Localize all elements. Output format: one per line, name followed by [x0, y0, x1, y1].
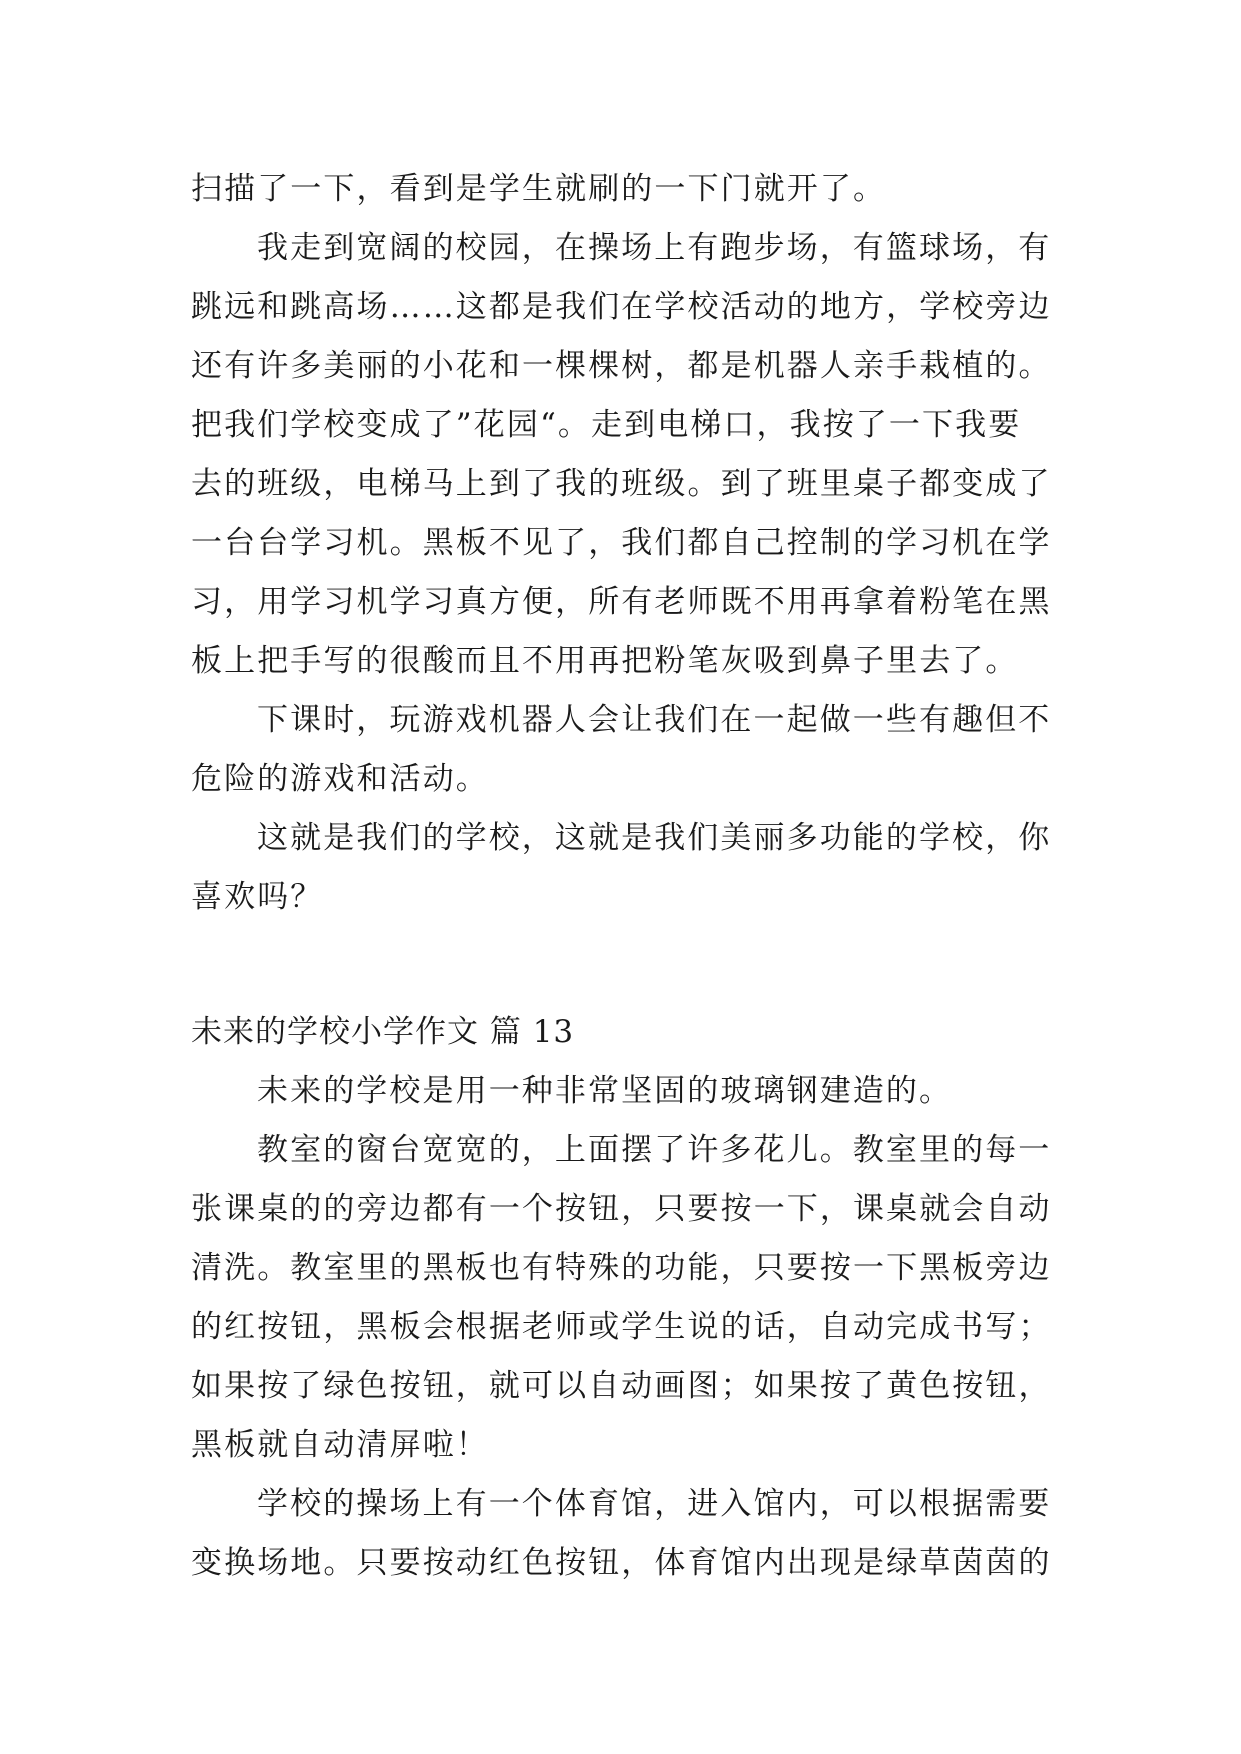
text-line: 扫描了一下，看到是学生就刷的一下门就开了。: [191, 171, 887, 207]
section-gap: [191, 927, 1051, 1003]
text-line: 把我们学校变成了”花园“。走到电梯口，我按了一下我要: [191, 407, 1022, 443]
text-line: 习，用学习机学习真方便，所有老师既不用再拿着粉笔在黑: [191, 584, 1052, 620]
text-line: 还有许多美丽的小花和一棵棵树，都是机器人亲手栽植的。: [191, 348, 1052, 384]
text-line: 去的班级，电梯马上到了我的班级。到了班里桌子都变成了: [191, 466, 1052, 502]
text-line: 变换场地。只要按动红色按钮，体育馆内出现是绿草茵茵的: [191, 1545, 1052, 1581]
paragraph-start: 这就是我们的学校，这就是我们美丽多功能的学校，你: [257, 820, 1052, 856]
section-heading: 未来的学校小学作文 篇 13: [191, 1014, 575, 1050]
paragraph-start: 学校的操场上有一个体育馆，进入馆内，可以根据需要: [257, 1486, 1052, 1522]
text-line: 黑板就自动清屏啦！: [191, 1427, 489, 1463]
paragraph-start: 未来的学校是用一种非常坚固的玻璃钢建造的。: [257, 1073, 953, 1109]
text-line: 喜欢吗？: [191, 879, 324, 915]
paragraph-start: 教室的窗台宽宽的，上面摆了许多花儿。教室里的每一: [257, 1132, 1052, 1168]
document-page: [191, 160, 1051, 1593]
text-line: 的红按钮，黑板会根据老师或学生说的话，自动完成书写；: [191, 1309, 1052, 1345]
text-line: 板上把手写的很酸而且不用再把粉笔灰吸到鼻子里去了。: [191, 643, 1019, 679]
paragraph-start: 下课时，玩游戏机器人会让我们在一起做一些有趣但不: [257, 702, 1052, 738]
text-line: 一台台学习机。黑板不见了，我们都自己控制的学习机在学: [191, 525, 1052, 561]
text-line: 清洗。教室里的黑板也有特殊的功能，只要按一下黑板旁边: [191, 1250, 1052, 1286]
text-line: 跳远和跳高场……这都是我们在学校活动的地方，学校旁边: [191, 289, 1052, 325]
paragraph-start: 我走到宽阔的校园，在操场上有跑步场，有篮球场，有: [257, 230, 1052, 266]
text-line: 如果按了绿色按钮，就可以自动画图；如果按了黄色按钮，: [191, 1368, 1052, 1404]
text-line: 危险的游戏和活动。: [191, 761, 489, 797]
text-line: 张课桌的的旁边都有一个按钮，只要按一下，课桌就会自动: [191, 1191, 1052, 1227]
